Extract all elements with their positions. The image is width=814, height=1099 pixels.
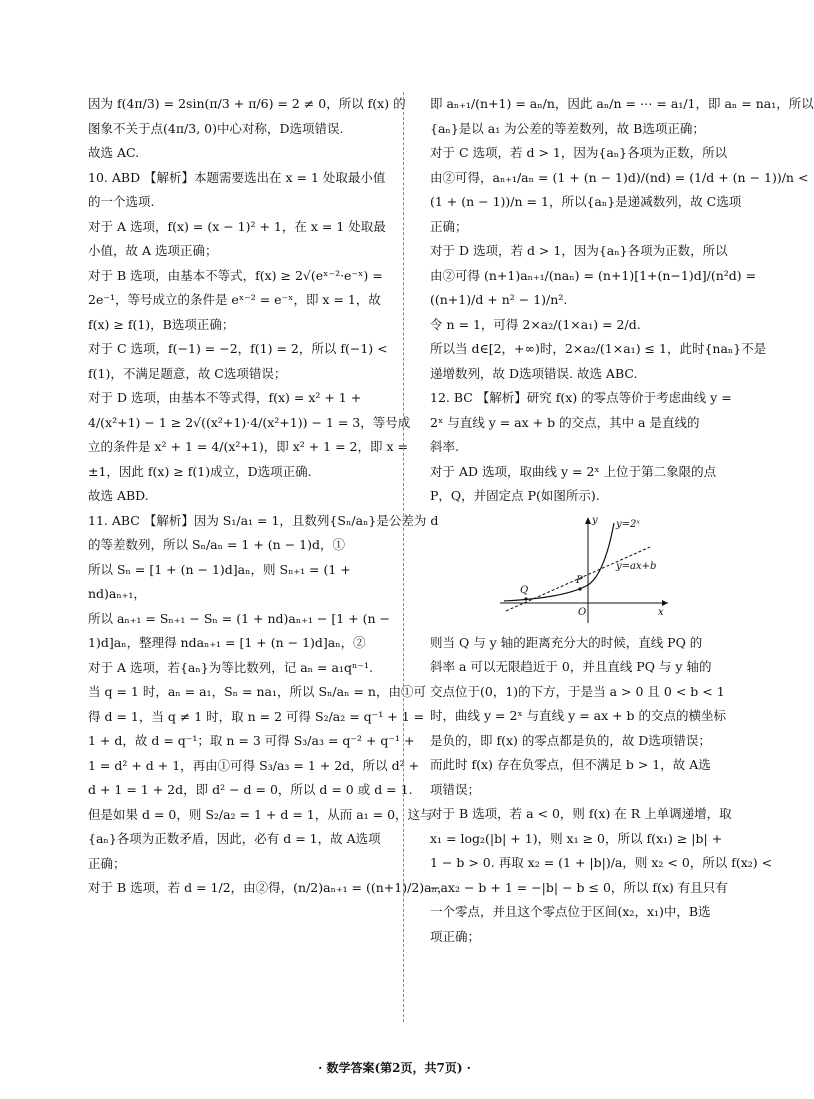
text-line: 12. BC 【解析】研究 f(x) 的零点等价于考虑曲线 y = [430,390,732,405]
text-line: x₁ = log₂(|b| + 1)，则 x₁ ≥ 0，所以 f(x₁) ≥ |b| + [430,830,723,846]
text-line: 由②可得 (n+1)aₙ₊₁/(naₙ) = (n+1)[1+(n−1)d]/(n²d) = [430,267,757,283]
y-axis-arrow [585,517,591,524]
text-line: 对于 A 选项，若{aₙ}为等比数列，记 aₙ = a₁qⁿ⁻¹. [88,659,373,675]
text-line: 1 + d，故 d = q⁻¹；取 n = 3 可得 S₃/a₃ = q⁻² + q⁻¹ + [88,733,415,748]
text-line: 图象不关于点(4π/3, 0)中心对称，D选项错误. [88,120,344,136]
text-line: 所以当 d∈[2，+∞)时，2×a₂/(1×a₁) ≤ 1，此时{naₙ}不是 [430,341,767,356]
text-line: 正确； [430,218,468,234]
origin-label: O [578,606,587,618]
text-line: 的一个选项. [88,194,155,209]
text-line: {aₙ}各项为正数矛盾，因此，必有 d = 1，故 A选项 [88,831,381,846]
text-line: 故选 ABD. [88,488,149,503]
text-line: 对于 B 选项，由基本不等式，f(x) ≥ 2√(eˣ⁻²·e⁻ˣ) = [88,267,383,283]
text-line: f(x) ≥ f(1)，B选项正确； [88,316,235,332]
column-divider [403,92,404,1022]
text-line: 因为 f(4π/3) = 2sin(π/3 + π/6) = 2 ≠ 0，所以 f(x) 的 [88,96,406,111]
text-line: f(1)，不满足题意，故 C选项错误； [88,365,287,381]
text-line: 所以 aₙ₊₁ = Sₙ₊₁ − Sₙ = (1 + nd)aₙ₊₁ − [1 + (n − [88,610,390,626]
text-line: 4/(x²+1) − 1 ≥ 2√((x²+1)·4/(x²+1)) − 1 = 3，等号成 [88,414,411,430]
text-line: 对于 A 选项，f(x) = (x − 1)² + 1，在 x = 1 处取最 [88,218,386,234]
text-line: 斜率 a 可以无限趋近于 0，并且直线 PQ 与 y 轴的 [430,659,712,674]
line-label: y=ax+b [616,560,657,572]
point-q [524,597,527,600]
text-line: 2ˣ 与直线 y = ax + b 的交点，其中 a 是直线的 [430,414,700,430]
text-line: 斜率. [430,439,459,454]
text-line: 时，曲线 y = 2ˣ 与直线 y = ax + b 的交点的横坐标 [430,708,727,723]
text-line: 递增数列，故 D选项错误. 故选 ABC. [430,365,638,381]
point-p [578,587,581,590]
text-line: 项错误； [430,781,481,797]
text-line: 由②可得，aₙ₊₁/aₙ = (1 + (n − 1)d)/(nd) = (1/d + (n − 1))/n < [430,169,809,185]
text-line: 但是如果 d = 0，则 S₂/a₂ = 1 + d = 1，从而 a₁ = 0，这与 [88,806,433,822]
text-line: 所以 Sₙ = [1 + (n − 1)d]aₙ，则 Sₙ₊₁ = (1 + [88,561,351,577]
y-axis-label: y [592,514,598,526]
text-line: 的等差数列，所以 Sₙ/aₙ = 1 + (n − 1)d，① [88,537,345,552]
text-line: 1)d]aₙ，整理得 ndaₙ₊₁ = [1 + (n − 1)d]aₙ，② [88,635,366,650]
text-line: 对于 B 选项，若 d = 1/2，由②得，(n/2)aₙ₊₁ = ((n+1)/2)aₙ， [88,880,450,895]
text-line: (1 + (n − 1))/n = 1，所以{aₙ}是递减数列，故 C选项 [430,194,742,209]
curve-label: y=2ˣ [616,518,640,530]
text-line: d + 1 = 1 + 2d，即 d² − d = 0，所以 d = 0 或 d = 1. [88,782,413,797]
right-column-bottom [430,631,773,950]
x-axis-arrow [662,600,668,606]
text-line: 10. ABD 【解析】本题需要选出在 x = 1 处取最小值 [88,169,386,185]
point-q-label: Q [520,584,529,596]
text-line: 11. ABC 【解析】因为 S₁/a₁ = 1，且数列{Sₙ/aₙ}是公差为 d [88,512,439,528]
text-line: 项正确； [430,928,481,944]
text-line: 对于 C 选项，若 d > 1，因为{aₙ}各项为正数，所以 [430,145,728,160]
function-graph-figure [500,515,670,625]
text-line: nd)aₙ₊₁， [88,586,146,601]
text-line: 而此时 f(x) 存在负零点，但不满足 b > 1，故 A选 [430,757,711,772]
text-line: 得 d = 1，当 q ≠ 1 时，取 n = 2 可得 S₂/a₂ = q⁻¹ + 1 = [88,708,425,724]
text-line: 立的条件是 x² + 1 = 4/(x²+1)，即 x² + 1 = 2，即 x = [88,439,408,454]
text-line: 是负的，即 f(x) 的零点都是负的，故 D选项错误； [430,732,711,748]
text-line: 对于 C 选项，f(−1) = −2，f(1) = 2，所以 f(−1) < [88,341,388,356]
text-line: 正确； [88,855,126,871]
right-column [430,92,814,949]
text-line: 即 aₙ₊₁/(n+1) = aₙ/n，因此 aₙ/n = ⋯ = a₁/1，即 aₙ = na₁，所以 [430,96,814,111]
text-line: 故选 AC. [88,145,140,160]
text-line: ±1，因此 f(x) ≥ f(1)成立，D选项正确. [88,463,312,479]
text-line: 对于 D 选项，若 d > 1，因为{aₙ}各项为正数，所以 [430,243,728,258]
page-footer: · 数学答案(第2页，共7页) · [318,1061,471,1075]
text-line: 一个零点，并且这个零点位于区间(x₂，x₁)中，B选 [430,904,711,919]
text-line: 令 n = 1，可得 2×a₂/(1×a₁) = 2/d. [430,316,641,332]
text-line: 则当 Q 与 y 轴的距离充分大的时候，直线 PQ 的 [430,634,703,650]
x-axis-label: x [658,606,664,618]
right-column-top [430,92,814,509]
point-p-label: P [576,574,583,586]
text-line: 对于 AD 选项，取曲线 y = 2ˣ 上位于第二象限的点 [430,463,717,479]
text-line: −ax₂ − b + 1 = −|b| − b ≤ 0，所以 f(x) 有且只有 [430,879,728,895]
text-line: 对于 B 选项，若 a < 0，则 f(x) 在 R 上单调递增，取 [430,806,732,821]
text-line: 当 q = 1 时，aₙ = a₁，Sₙ = na₁，所以 Sₙ/aₙ = n，由①可 [88,684,426,699]
text-line: 对于 D 选项，由基本不等式得，f(x) = x² + 1 + [88,390,362,405]
text-line: 1 − b > 0. 再取 x₂ = (1 + |b|)/a，则 x₂ < 0，所以 f(x₂) < [430,855,773,870]
text-line: 交点位于(0，1)的下方，于是当 a > 0 且 0 < b < 1 [430,683,725,699]
text-line: 2e⁻¹，等号成立的条件是 eˣ⁻² = e⁻ˣ，即 x = 1，故 [88,292,381,307]
text-line: 小值，故 A 选项正确； [88,243,218,258]
text-line: 1 = d² + d + 1，再由①可得 S₃/a₃ = 1 + 2d，所以 d² + [88,757,420,773]
text-line: P，Q，并固定点 P(如图所示). [430,488,600,503]
text-line: ((n+1)/d + n² − 1)/n². [430,292,568,307]
text-line: {aₙ}是以 a₁ 为公差的等差数列，故 B选项正确； [430,120,705,136]
